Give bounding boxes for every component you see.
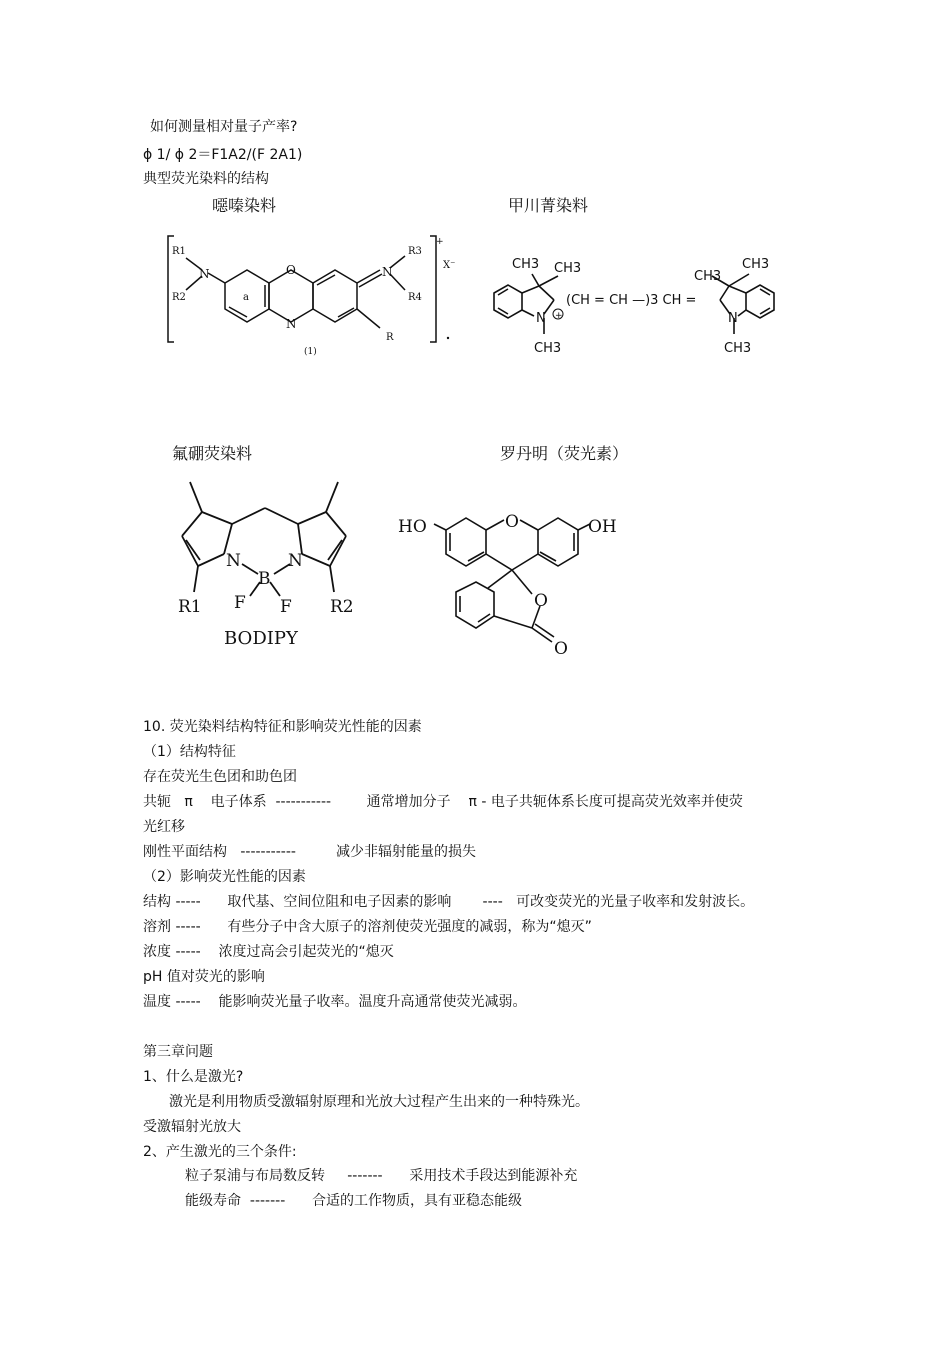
oxazine-anion: X⁻: [443, 260, 456, 271]
cyanine-nme-left: CH3: [534, 341, 562, 356]
bodipy-r2: R2: [330, 597, 354, 617]
chapter3-title: 第三章问题: [143, 1044, 213, 1060]
section10-line7: pH 值对荧光的影响: [143, 969, 265, 985]
bodipy-b: B: [258, 569, 271, 589]
cyanine-me3: CH3: [694, 269, 722, 284]
oxazine-r3: R3: [408, 246, 422, 257]
fluorescein-o-carbonyl: O: [554, 639, 568, 659]
bodipy-name: BODIPY: [224, 628, 298, 649]
section10-line8: 温度 ----- 能影响荧光量子收率。温度升高通常使荧光减弱。: [143, 994, 527, 1010]
oxazine-n-left: N: [199, 267, 210, 281]
cyanine-structure: [484, 248, 804, 368]
cyanine-me4: CH3: [742, 257, 770, 272]
cyanine-chain: (CH = CH —)3 CH =: [566, 293, 697, 308]
oxazine-r: R: [386, 332, 394, 343]
bodipy-n2: N: [288, 551, 303, 571]
fluorescein-o-lactone: O: [534, 591, 548, 611]
oxazine-number: (1): [304, 347, 317, 357]
section10-line5: 溶剂 ----- 有些分子中含大原子的溶剂使荧光强度的减弱，称为“熄灭”: [143, 919, 592, 935]
section10-line4: 结构 ----- 取代基、空间位阻和电子因素的影响 ---- 可改变荧光的光量子收率和发射波长。: [143, 894, 755, 910]
caption-bodipy: 氟硼荧染料: [172, 444, 253, 463]
fluorescein-o-bridge: O: [505, 512, 519, 532]
oxazine-o: O: [286, 263, 296, 277]
oxazine-r2: R2: [172, 292, 186, 303]
cyanine-me2: CH3: [554, 261, 582, 276]
oxazine-structure: [160, 228, 470, 363]
bodipy-r1: R1: [178, 597, 202, 617]
oxazine-n-right: N: [382, 265, 393, 279]
caption-rhodamine: 罗丹明（荧光素）: [500, 444, 629, 463]
fluorescein-oh: OH: [588, 517, 617, 537]
chapter3-q2: 2、产生激光的三个条件:: [143, 1144, 297, 1160]
oxazine-charge: +: [436, 237, 444, 247]
section10-line2a: 共轭 π 电子体系 ----------- 通常增加分子 π - 电子共轭体系长度可提高荧光效率并使荧: [143, 794, 743, 810]
chapter3-a1b: 受激辐射光放大: [143, 1119, 241, 1135]
section10-title: 10. 荧光染料结构特征和影响荧光性能的因素: [143, 719, 422, 735]
oxazine-r1: R1: [172, 246, 186, 257]
caption-cyanine: 甲川菁染料: [508, 196, 589, 215]
chapter3-a1: 激光是利用物质受激辐射原理和光放大过程产生出来的一种特殊光。: [169, 1094, 589, 1110]
svg-text:+: +: [555, 311, 563, 321]
cyanine-me1: CH3: [512, 257, 540, 272]
fluorescein-ho: HO: [398, 517, 427, 537]
section10-line1: 存在荧光生色团和助色团: [143, 769, 297, 785]
question-line: 如何测量相对量子产率?: [150, 119, 298, 135]
section10-line3: 刚性平面结构 ----------- 减少非辐射能量的损失: [143, 844, 476, 860]
oxazine-r4: R4: [408, 292, 422, 303]
fluorescein-structure: [392, 500, 652, 660]
section10-line2b: 光红移: [143, 819, 185, 835]
cyanine-nme-right: CH3: [724, 341, 752, 356]
bodipy-n1: N: [226, 551, 241, 571]
section10-sub1: （1）结构特征: [143, 744, 236, 760]
chapter3-q1: 1、什么是激光?: [143, 1069, 244, 1085]
chapter3-c2: 能级寿命 ------- 合适的工作物质，具有亚稳态能级: [185, 1193, 522, 1209]
chapter3-c1: 粒子泵浦与布局数反转 ------- 采用技术手段达到能源补充: [185, 1168, 578, 1184]
oxazine-n-center: N: [286, 317, 297, 331]
formula-line: ϕ 1/ ϕ 2＝F1A2/(F 2A1): [143, 147, 303, 163]
cyanine-n-right: N: [728, 311, 738, 326]
cyanine-n-left: N: [536, 311, 546, 326]
heading-line: 典型荧光染料的结构: [143, 171, 269, 187]
bodipy-structure: [170, 474, 370, 654]
section10-sub2: （2）影响荧光性能的因素: [143, 869, 306, 885]
bodipy-f2: F: [280, 597, 292, 617]
caption-oxazine: 噁嗪染料: [212, 196, 277, 215]
bodipy-f1: F: [234, 593, 246, 613]
section10-line6: 浓度 ----- 浓度过高会引起荧光的“熄灭: [143, 944, 394, 960]
oxazine-ring-a: a: [243, 292, 249, 303]
